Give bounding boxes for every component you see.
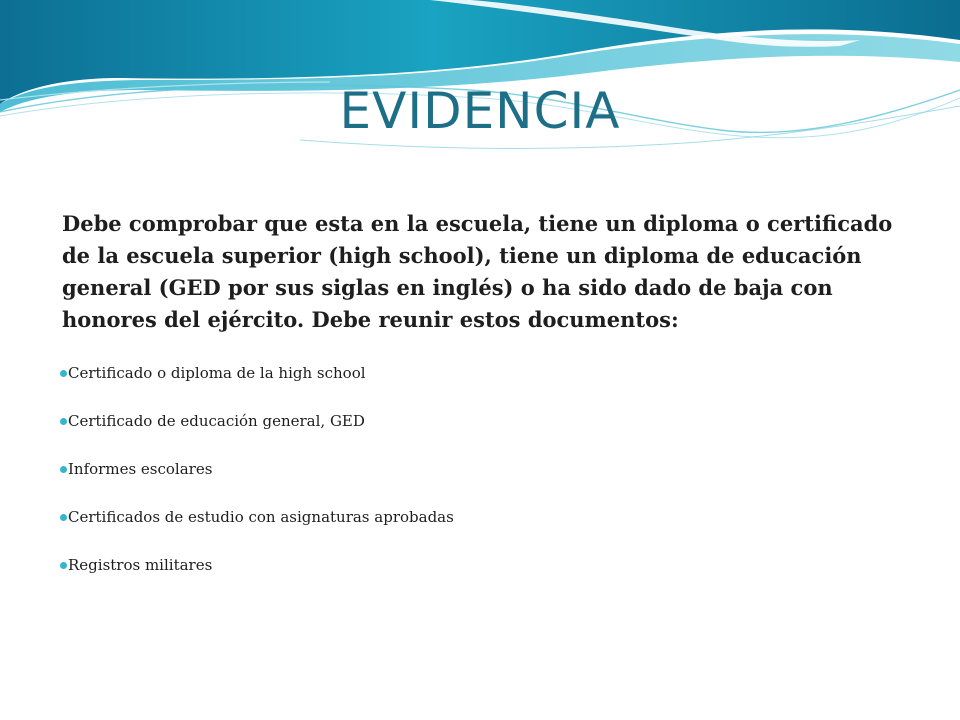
slide-title: EVIDENCIA [339, 82, 621, 140]
bullet-dot-icon [60, 466, 67, 473]
list-item-text: Registros militares [68, 556, 213, 574]
bullet-dot-icon [60, 514, 67, 521]
list-item [60, 410, 880, 458]
document-list [60, 362, 880, 602]
list-item [60, 554, 880, 602]
list-item [60, 506, 880, 554]
list-item [60, 362, 880, 410]
list-item-text: Certificado o diploma de la high school [68, 364, 366, 382]
bullet-dot-icon [60, 370, 67, 377]
list-item-text: Certificados de estudio con asignaturas aprobadas [68, 508, 454, 526]
list-item-text: Informes escolares [68, 460, 213, 478]
intro-paragraph: Debe comprobar que esta en la escuela, tiene un diploma o certificado de la escuela superior (high school), tiene un diploma de educación general (GED por sus siglas en inglés) o ha sido dado de baja con honores del ejército. Debe reunir estos documentos: [62, 211, 893, 332]
list-item [60, 458, 880, 506]
bullet-dot-icon [60, 562, 67, 569]
bullet-dot-icon [60, 418, 67, 425]
list-item-text: Certificado de educación general, GED [68, 412, 365, 430]
